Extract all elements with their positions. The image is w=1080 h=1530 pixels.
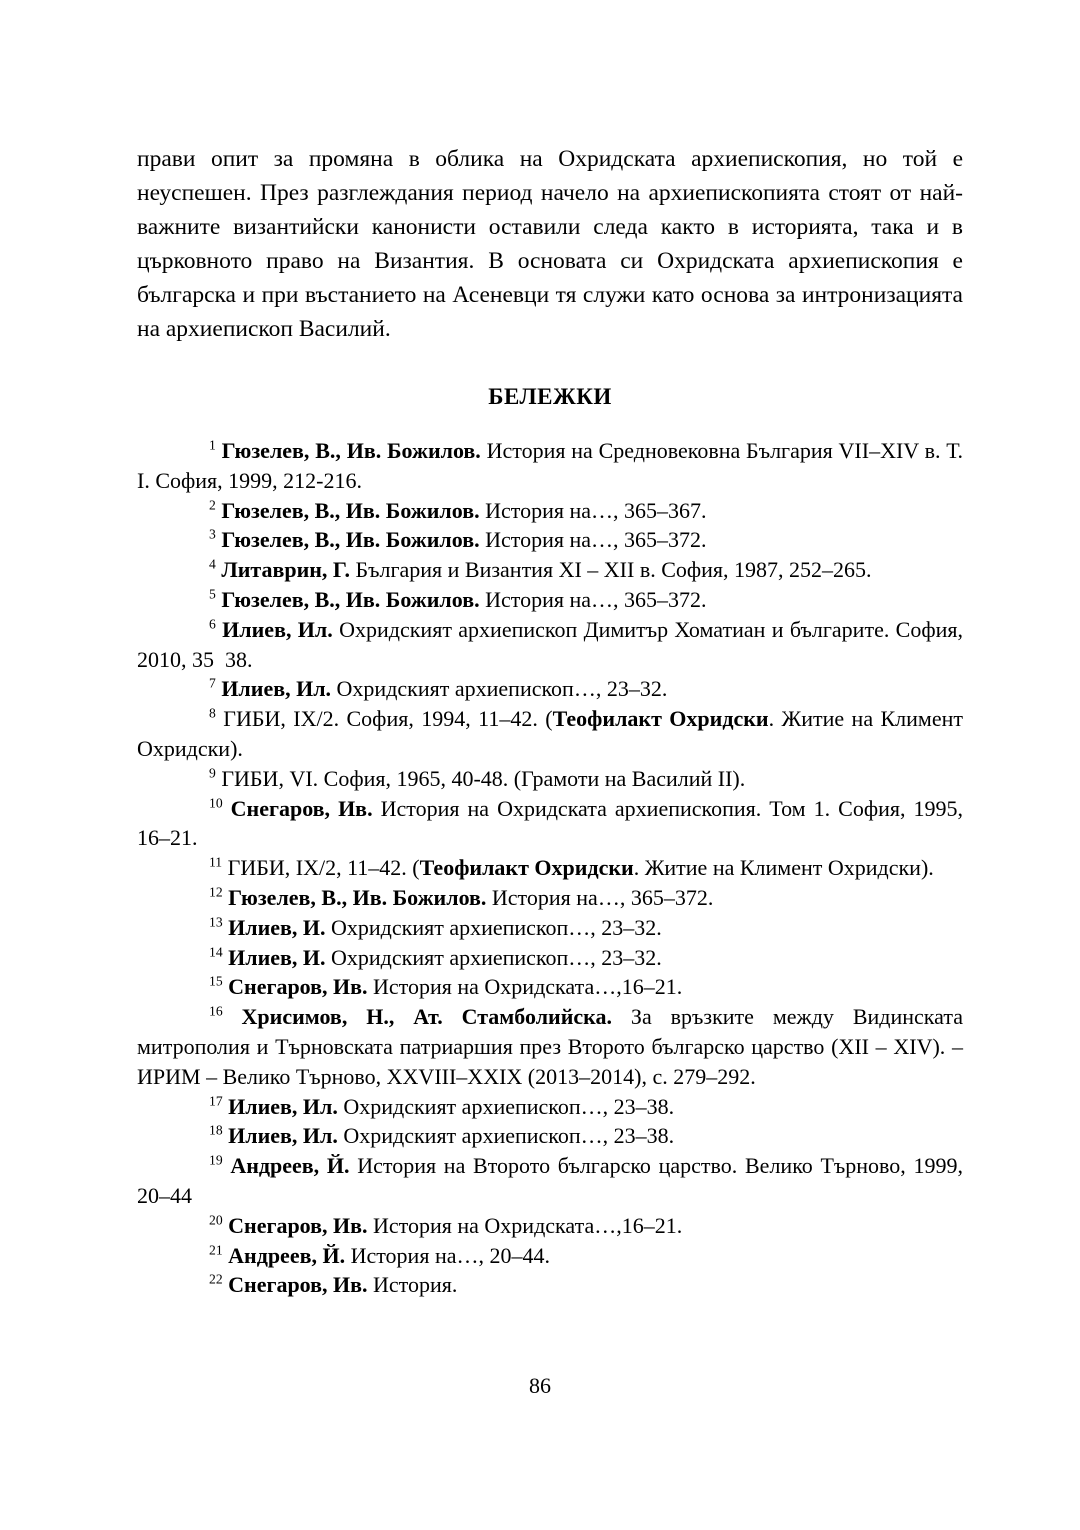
- note-text: История на Средновековна България VII–XIV в. Т. I. София, 1999, 212-216.: [137, 438, 963, 493]
- note-text: Охридският архиепископ…, 23–32.: [331, 676, 668, 702]
- note-number: 17: [209, 1093, 223, 1109]
- note-text: Охридският архиепископ…, 23–32.: [325, 944, 662, 970]
- note-author: Гюзелев, В., Ив. Божилов.: [228, 884, 487, 910]
- note-number: 5: [209, 586, 216, 602]
- note-number: 8: [209, 705, 216, 721]
- note-text: ГИБИ, VI. София, 1965, 40-48. (Грамоти на Василий II).: [221, 765, 746, 791]
- note-text: История на Второто българско царство. Велико Търново, 1999, 20–44: [137, 1153, 964, 1208]
- note-author: Илиев, И.: [228, 944, 326, 970]
- note-text: България и Византия XI – XII в. София, 1987, 252–265.: [349, 557, 872, 583]
- note-author: Снегаров, Ив.: [228, 1212, 368, 1238]
- note-item: [137, 615, 963, 675]
- note-item: [137, 1151, 963, 1211]
- note-number: 4: [209, 556, 216, 572]
- note-author: Илиев, Ил.: [221, 676, 332, 702]
- note-author: Андреев, Й.: [228, 1242, 346, 1268]
- note-item: [137, 585, 963, 615]
- note-text: История на…, 365–372.: [479, 586, 707, 612]
- note-text: История на…, 365–367.: [479, 497, 707, 523]
- note-text: За връзките между Видинската митрополия и Търновската патриаршия през Второто българско царство (XII – XIV). – ИРИМ – Велико Търново, XXVIII–XXIX (2013–2014), с. 279–292.: [137, 1004, 963, 1089]
- notes-heading: БЕЛЕЖКИ: [488, 384, 612, 409]
- note-author: Снегаров, Ив.: [230, 795, 373, 821]
- note-author: Теофилакт Охридски: [419, 855, 634, 881]
- page-number: 86: [529, 1373, 551, 1398]
- note-text: История на Охридската…,16–21.: [367, 974, 683, 1000]
- note-item: [137, 794, 963, 854]
- note-number: 19: [209, 1152, 223, 1168]
- note-number: 3: [209, 527, 216, 543]
- note-text: Охридският архиепископ…, 23–38.: [337, 1123, 675, 1149]
- note-author: Гюзелев, В., Ив. Божилов.: [221, 586, 480, 612]
- note-number: 14: [209, 944, 223, 960]
- note-item: [137, 1241, 963, 1271]
- note-text: ГИБИ, IX/2, 11–42. (: [227, 855, 420, 881]
- note-text: История на…, 365–372.: [479, 527, 707, 553]
- note-text: История.: [367, 1272, 458, 1298]
- note-number: 15: [209, 974, 223, 990]
- note-item: [137, 436, 963, 496]
- note-item: [137, 972, 963, 1002]
- note-number: 16: [209, 1003, 223, 1019]
- note-author: Андреев, Й.: [230, 1153, 350, 1179]
- note-number: 18: [209, 1123, 223, 1138]
- note-item: [137, 555, 963, 585]
- note-item: [137, 1121, 963, 1151]
- note-text: Охридският архиепископ…, 23–38.: [337, 1093, 675, 1119]
- note-author: Литаврин, Г.: [221, 557, 350, 583]
- note-author: Илиев, Ил.: [222, 616, 333, 642]
- note-text: . Житие на Климент Охридски).: [137, 706, 964, 761]
- note-author: Теофилакт Охридски: [552, 706, 769, 732]
- note-number: 11: [209, 854, 223, 870]
- notes-list: [137, 436, 963, 1300]
- note-text: Охридският архиепископ…, 23–32.: [325, 914, 662, 940]
- note-number: 22: [209, 1271, 223, 1287]
- note-author: Снегаров, Ив.: [228, 974, 368, 1000]
- note-item: [137, 1092, 963, 1122]
- note-number: 20: [209, 1212, 223, 1228]
- note-text: История на Охридската…,16–21.: [367, 1212, 683, 1238]
- note-author: Илиев, Ил.: [228, 1123, 338, 1149]
- note-author: Илиев, И.: [228, 914, 326, 940]
- note-text: Охридският архиепископ Димитър Хоматиан и българите. София, 2010, 35 38.: [137, 616, 964, 672]
- note-item: [137, 1270, 963, 1300]
- note-item: [137, 883, 963, 913]
- note-number: 21: [209, 1242, 223, 1258]
- note-number: 7: [209, 676, 216, 692]
- note-text: История на Охридската архиепископия. Том 1. София, 1995, 16–21.: [137, 795, 964, 851]
- note-number: 12: [209, 884, 223, 900]
- intro-paragraph: прави опит за промяна в облика на Охридската архиепископия, но той е неуспешен. През разглеждания период начело на архиепископията стоят от най-важните византийски канонисти оставили следа както в историята, така и в църковното право на Византия. В основата си Охридската архиепископия е българска и при въстанието на Асеневци тя служи като основа за интронизацията на архиепископ Василий.: [137, 146, 963, 342]
- note-author: Гюзелев, В., Ив. Божилов.: [221, 527, 480, 553]
- note-author: Хрисимов, Н., Ат. Стамболийска.: [241, 1004, 613, 1030]
- note-item: [137, 674, 963, 704]
- note-item: [137, 913, 963, 943]
- note-item: [137, 1211, 963, 1241]
- note-text: . Житие на Климент Охридски).: [633, 855, 934, 881]
- note-author: Илиев, Ил.: [228, 1093, 338, 1119]
- note-number: 1: [209, 437, 216, 453]
- note-author: Гюзелев, В., Ив. Божилов.: [221, 438, 481, 463]
- note-item: [137, 943, 963, 973]
- note-number: 2: [209, 497, 216, 513]
- note-author: Гюзелев, В., Ив. Божилов.: [221, 497, 480, 523]
- note-author: Снегаров, Ив.: [228, 1272, 368, 1298]
- note-number: 9: [209, 765, 216, 781]
- note-item: [137, 764, 963, 794]
- note-text: История на…, 365–372.: [486, 884, 714, 910]
- note-number: 10: [209, 795, 223, 811]
- page-content: [137, 142, 963, 1300]
- note-item: [137, 525, 963, 555]
- note-text: История на…, 20–44.: [345, 1242, 550, 1268]
- note-number: 13: [209, 914, 223, 930]
- note-item: [137, 853, 963, 883]
- note-item: [137, 496, 963, 526]
- note-text: ГИБИ, IX/2. София, 1994, 11–42. (: [223, 706, 553, 732]
- note-number: 6: [209, 616, 216, 632]
- note-item: [137, 1002, 963, 1091]
- note-item: [137, 704, 963, 764]
